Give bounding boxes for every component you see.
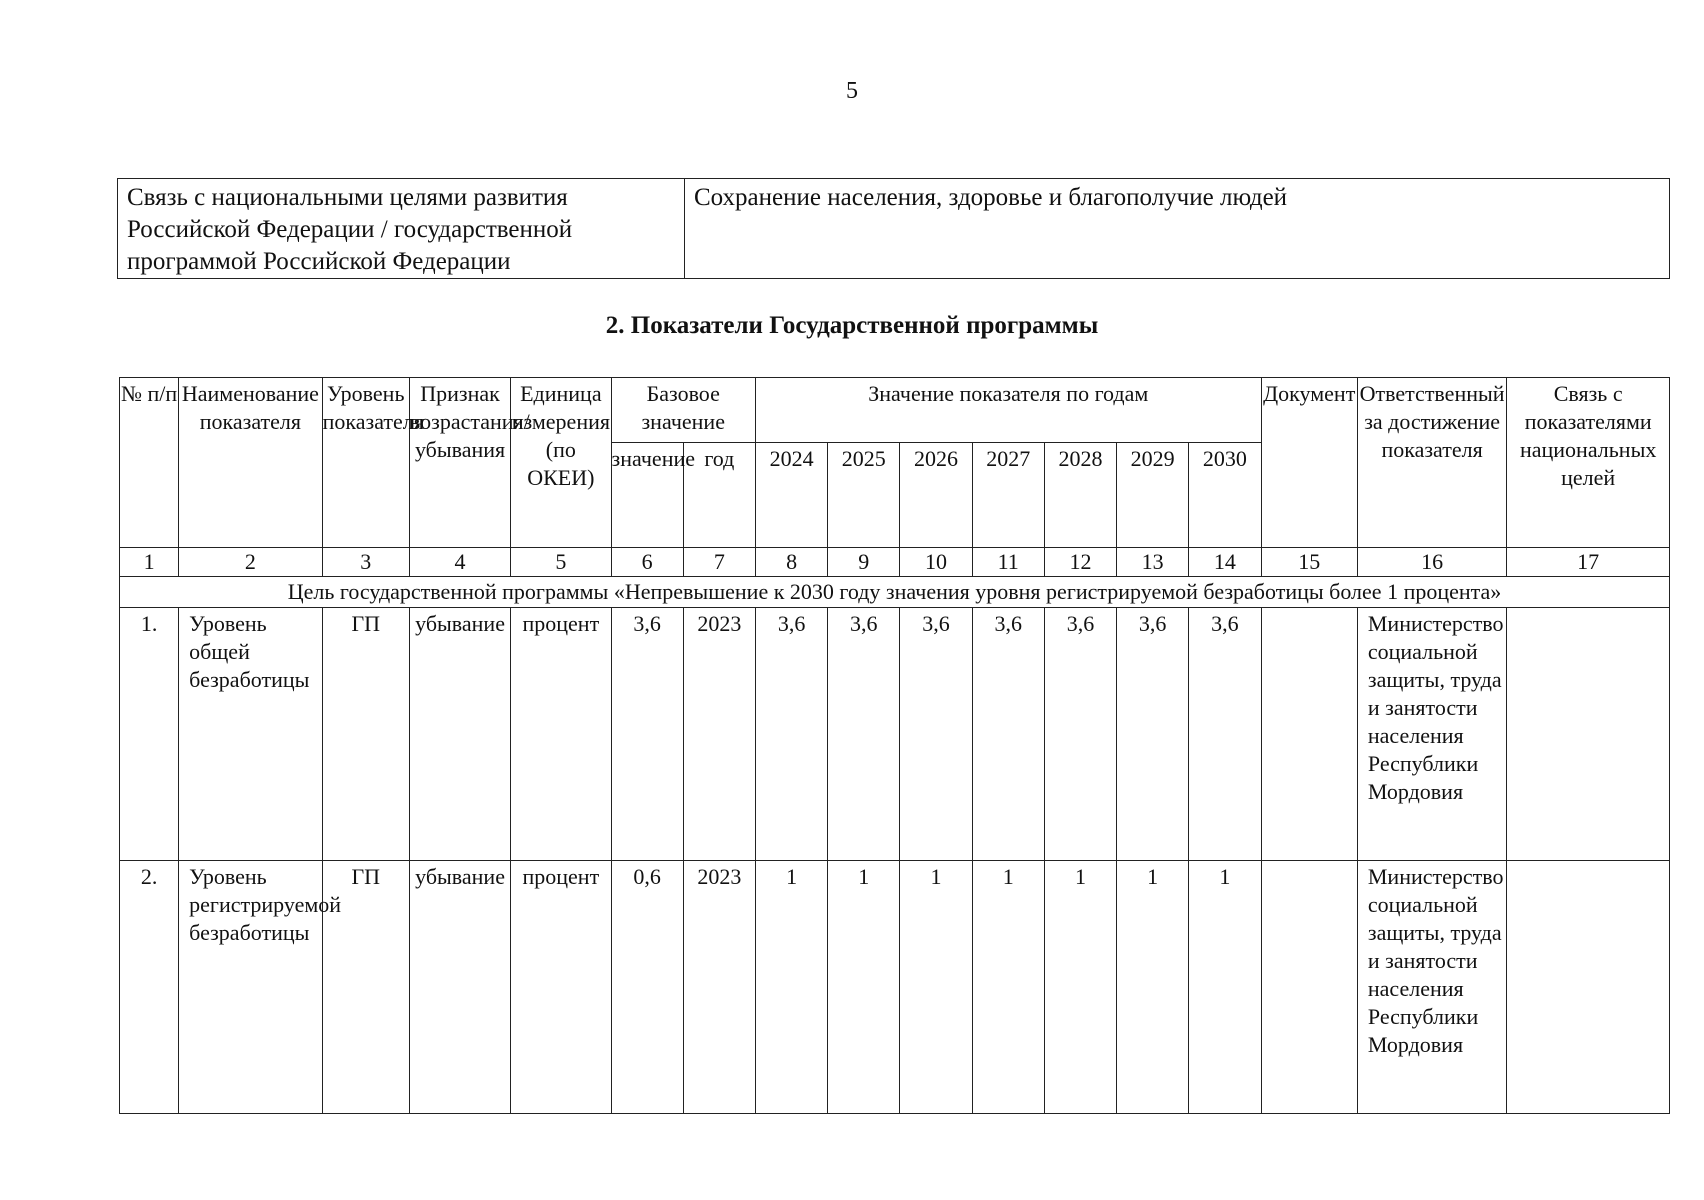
header-unit: Единица измерения (по ОКЕИ) <box>511 378 611 548</box>
column-number: 10 <box>900 548 972 577</box>
row-document <box>1261 861 1357 1114</box>
row-responsible: Министерство социальной защиты, труда и занятости населения Республики Мордовия <box>1357 608 1506 861</box>
header-year: 2029 <box>1117 443 1189 548</box>
column-number: 1 <box>120 548 179 577</box>
column-number: 17 <box>1507 548 1670 577</box>
row-year-value: 3,6 <box>1189 608 1261 861</box>
column-number: 5 <box>511 548 611 577</box>
row-year-value: 1 <box>972 861 1044 1114</box>
row-unit: процент <box>511 608 611 861</box>
row-year-value: 3,6 <box>1117 608 1189 861</box>
column-number: 13 <box>1117 548 1189 577</box>
national-goals-link-table <box>117 178 1670 279</box>
section-title: 2. Показатели Государственной программы <box>605 312 1099 339</box>
header-year: 2028 <box>1044 443 1116 548</box>
header-year: 2027 <box>972 443 1044 548</box>
column-number: 4 <box>409 548 510 577</box>
row-base-year: 2023 <box>683 608 755 861</box>
national-goals-link-label: Связь с национальными целями развития Российской Федерации / государственной программой Российской Федерации <box>118 179 685 279</box>
header-year: 2024 <box>755 443 827 548</box>
column-number: 16 <box>1357 548 1506 577</box>
header-year: 2026 <box>900 443 972 548</box>
page-number: 5 <box>846 78 858 104</box>
header-base-value: значение <box>611 443 683 548</box>
row-base-year: 2023 <box>683 861 755 1114</box>
row-level: ГП <box>322 861 409 1114</box>
row-year-value: 1 <box>828 861 900 1114</box>
row-num: 1. <box>120 608 179 861</box>
header-years-group: Значение показателя по годам <box>755 378 1261 443</box>
row-name: Уровень регистрируемой безработицы <box>179 861 322 1114</box>
row-year-value: 3,6 <box>972 608 1044 861</box>
column-number: 9 <box>828 548 900 577</box>
row-year-value: 1 <box>900 861 972 1114</box>
column-number: 8 <box>755 548 827 577</box>
column-number: 11 <box>972 548 1044 577</box>
column-number: 6 <box>611 548 683 577</box>
row-unit: процент <box>511 861 611 1114</box>
header-national-link: Связь с показателями национальных целей <box>1507 378 1670 548</box>
national-goals-link-value: Сохранение населения, здоровье и благополучие людей <box>685 179 1670 279</box>
row-year-value: 3,6 <box>828 608 900 861</box>
row-responsible: Министерство социальной защиты, труда и занятости населения Республики Мордовия <box>1357 861 1506 1114</box>
row-name: Уровень общей безработицы <box>179 608 322 861</box>
row-year-value: 3,6 <box>900 608 972 861</box>
row-sign: убывание <box>409 861 510 1114</box>
column-number: 7 <box>683 548 755 577</box>
row-year-value: 1 <box>1044 861 1116 1114</box>
row-year-value: 3,6 <box>1044 608 1116 861</box>
column-number: 2 <box>179 548 322 577</box>
header-document: Документ <box>1261 378 1357 548</box>
column-number: 12 <box>1044 548 1116 577</box>
row-year-value: 3,6 <box>755 608 827 861</box>
header-responsible: Ответственный за достижение показателя <box>1357 378 1506 548</box>
column-number: 3 <box>322 548 409 577</box>
header-num: № п/п <box>120 378 179 548</box>
header-year: 2030 <box>1189 443 1261 548</box>
row-national-link <box>1507 861 1670 1114</box>
header-sign: Признак возрастания/ убывания <box>409 378 510 548</box>
header-year: 2025 <box>828 443 900 548</box>
row-num: 2. <box>120 861 179 1114</box>
column-number: 15 <box>1261 548 1357 577</box>
header-base-year: год <box>683 443 755 548</box>
row-base-value: 3,6 <box>611 608 683 861</box>
row-year-value: 1 <box>1189 861 1261 1114</box>
table-row <box>120 861 1670 1114</box>
row-year-value: 1 <box>1117 861 1189 1114</box>
row-year-value: 1 <box>755 861 827 1114</box>
row-sign: убывание <box>409 608 510 861</box>
row-level: ГП <box>322 608 409 861</box>
table-row <box>120 608 1670 861</box>
row-national-link <box>1507 608 1670 861</box>
header-base: Базовое значение <box>611 378 755 443</box>
row-document <box>1261 608 1357 861</box>
header-level: Уровень показателя <box>322 378 409 548</box>
row-base-value: 0,6 <box>611 861 683 1114</box>
header-name: Наименование показателя <box>179 378 322 548</box>
indicators-table <box>119 377 1670 1114</box>
column-number: 14 <box>1189 548 1261 577</box>
program-goal: Цель государственной программы «Непревышение к 2030 году значения уровня регистрируемой безработицы более 1 процента» <box>120 577 1670 608</box>
